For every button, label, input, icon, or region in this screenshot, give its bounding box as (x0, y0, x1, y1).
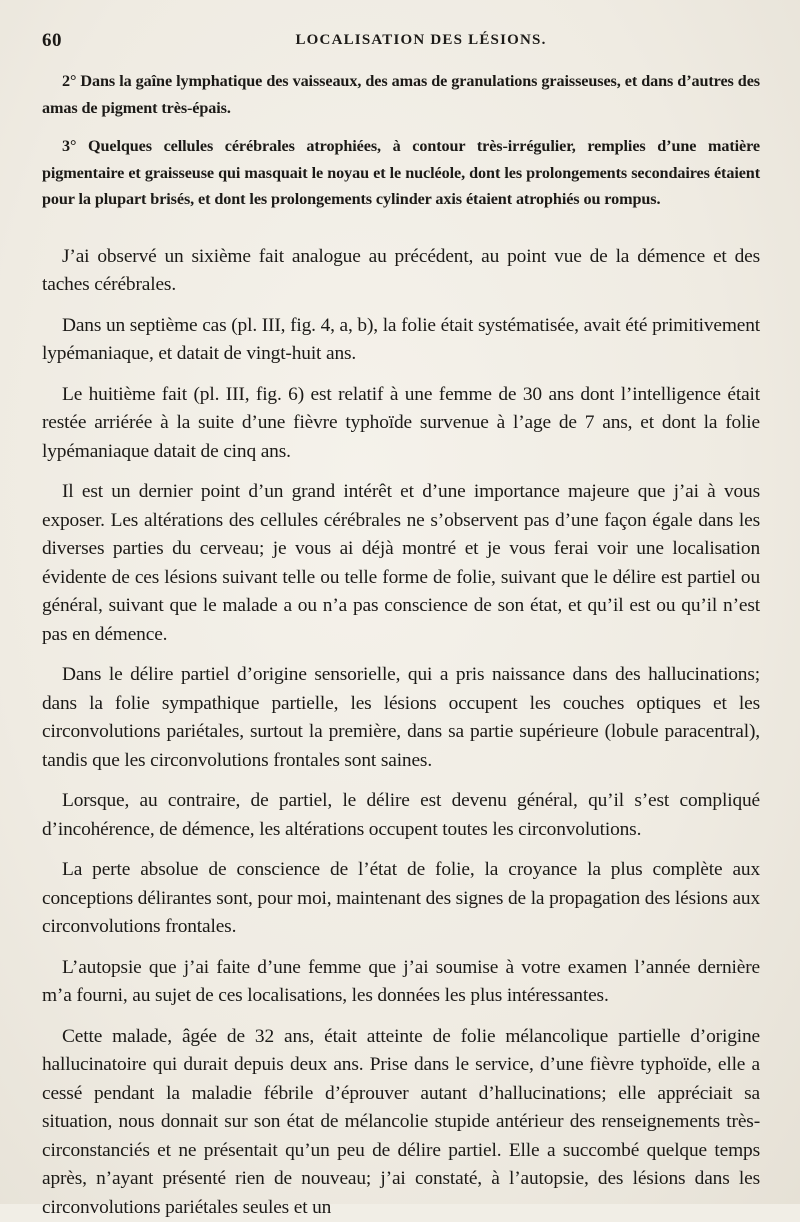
observation-item: 2° Dans la gaîne lymphatique des vaisseaux, des amas de granulations graisseuses, et dans d’autres des amas de pigment très-épais. (42, 68, 760, 121)
paragraph: J’ai observé un sixième fait analogue au précédent, au point vue de la démence et des taches cérébrales. (42, 243, 760, 300)
paragraph: La perte absolue de conscience de l’état de folie, la croyance la plus complète aux conceptions délirantes sont, pour moi, maintenant des signes de la propagation des lésions aux circonvolutions frontales. (42, 856, 760, 942)
paragraph: Dans le délire partiel d’origine sensorielle, qui a pris naissance dans des hallucinations; dans la folie sympathique partielle, les lésions occupent les couches optiques et les circonvolutions pariétales, surtout la première, dans sa partie supérieure (lobule paracentral), tandis que les circonvolutions frontales sont saines. (42, 661, 760, 775)
observation-list (42, 68, 760, 213)
paragraph: Le huitième fait (pl. III, fig. 6) est relatif à une femme de 30 ans dont l’intelligence était restée arriérée à la suite d’une fièvre typhoïde survenue à l’age de 7 ans, et dont la folie lypémaniaque datait de cinq ans. (42, 381, 760, 467)
paragraph: L’autopsie que j’ai faite d’une femme que j’ai soumise à votre examen l’année dernière m’a fourni, au sujet de ces localisations, les données les plus intéressantes. (42, 954, 760, 1011)
main-text (42, 243, 760, 1222)
page-header (42, 30, 760, 56)
running-head: LOCALISATION DES LÉSIONS. (42, 32, 760, 49)
paragraph: Dans un septième cas (pl. III, fig. 4, a, b), la folie était systématisée, avait été primitivement lypémaniaque, et datait de vingt-huit ans. (42, 312, 760, 369)
paragraph: Cette malade, âgée de 32 ans, était atteinte de folie mélancolique partielle d’origine hallucinatoire qui durait depuis deux ans. Prise dans le service, d’une fièvre typhoïde, elle a cessé pendant la maladie fébrile d’éprouver autant d’hallucinations; elle appréciait sa situation, nous donnait sur son état de mélancolie stupide antérieur des renseignements très-circonstanciés et ne présentait qu’un peu de délire partiel. Elle a succombé quelque temps après, n’ayant présenté rien de nouveau; j’ai constaté, à l’autopsie, des lésions dans les circonvolutions pariétales seules et un (42, 1023, 760, 1222)
paragraph: Il est un dernier point d’un grand intérêt et d’une importance majeure que j’ai à vous exposer. Les altérations des cellules cérébrales ne s’observent pas d’une façon égale dans les diverses parties du cerveau; je vous ai déjà montré et je vous ferai voir une localisation évidente de ces lésions suivant telle ou telle forme de folie, suivant que le délire est partiel ou général, suivant que le malade a ou n’a pas conscience de son état, et qu’il est ou qu’il n’est pas en démence. (42, 478, 760, 649)
page-body (42, 68, 760, 1222)
paragraph: Lorsque, au contraire, de partiel, le délire est devenu général, qu’il s’est compliqué d’incohérence, de démence, les altérations occupent toutes les circonvolutions. (42, 787, 760, 844)
observation-item: 3° Quelques cellules cérébrales atrophiées, à contour très-irrégulier, remplies d’une matière pigmentaire et graisseuse qui masquait le noyau et le nucléole, dont les prolongements secondaires étaient pour la plupart brisés, et dont les prolongements cylinder axis étaient atrophiés ou rompus. (42, 133, 760, 213)
page-number: 60 (42, 30, 62, 52)
